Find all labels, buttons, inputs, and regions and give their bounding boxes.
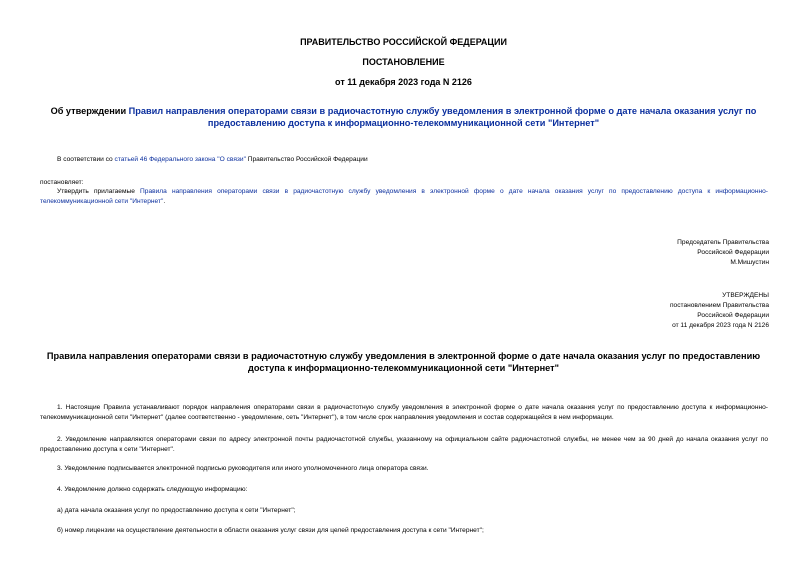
document-title	[30, 105, 777, 129]
approve-rules-link[interactable]: Правила направления операторами связи в радиочастотную службу уведомления в электронной форме о дате начала оказания услуг по предоставлению доступа к информационно-телекоммуникационной сети "Интернет"	[40, 188, 768, 205]
title-prefix: Об утверждении	[50, 106, 129, 116]
preamble-suffix: Правительство Российской Федерации	[245, 156, 368, 163]
document-type: ПОСТАНОВЛЕНИЕ	[362, 57, 445, 67]
approve-prefix: Утвердить прилагаемые	[57, 188, 141, 195]
signature-name: М.Мишустин	[730, 259, 769, 266]
rules-item-1: 1. Настоящие Правила устанавливают порядок направления операторами связи в радиочастотную службу уведомления в электронной форме о дате начала оказания услуг по предоставлению доступа к информационно-телекоммуникационной сети "Интернет" (далее соответственно - уведомление, сеть "Интернет"), в том числе срок направления уведомления и состав содержащейся в нем информации.	[40, 404, 768, 421]
title-rules-link[interactable]: Правил направления операторами связи в радиочастотную службу уведомления в электронной форме о дате начала оказания услуг по предоставлению доступа к информационно-телекоммуникационной сети "Интернет"	[128, 106, 757, 128]
rules-item-3: 3. Уведомление подписывается электронной подписью руководителя или иного уполномоченного лица оператора связи.	[57, 465, 429, 472]
government-heading: ПРАВИТЕЛЬСТВО РОССИЙСКОЙ ФЕДЕРАЦИИ	[300, 37, 507, 47]
preamble	[40, 155, 770, 165]
signature-block	[677, 238, 769, 268]
approval-stamp: УТВЕРЖДЕНЫ	[722, 292, 769, 299]
signature-position: Председатель Правительства	[677, 239, 769, 246]
signature-country: Российской Федерации	[697, 249, 769, 256]
rules-item-4a: а) дата начала оказания услуг по предоставлению доступа к сети "Интернет";	[57, 507, 296, 514]
preamble-prefix: В соответствии со	[57, 156, 115, 163]
approval-country: Российской Федерации	[697, 312, 769, 319]
approval-block	[670, 291, 769, 331]
rules-item-4b: б) номер лицензии на осуществление деятельности в области оказания услуг связи для целей предоставления доступа к сети "Интернет";	[57, 527, 484, 534]
approve-suffix: .	[163, 198, 166, 205]
rules-title: Правила направления операторами связи в радиочастотную службу уведомления в электронной форме о дате начала оказания услуг по предоставлению доступа к информационно-телекоммуникационной сети "Интернет"	[46, 351, 761, 373]
document-date-number: от 11 декабря 2023 года N 2126	[335, 77, 472, 87]
rules-item-2: 2. Уведомление направляются операторами связи по адресу электронной почты радиочастотной службы, указанному на официальном сайте радиочастотной службы, не менее чем за 90 дней до начала оказания услуг по предоставлению доступа к сети "Интернет".	[40, 436, 768, 453]
approval-by: постановлением Правительства	[669, 302, 769, 309]
rules-item-4: 4. Уведомление должно содержать следующую информацию:	[57, 486, 248, 493]
law-article-link[interactable]: статьей 46 Федерального закона "О связи"	[114, 156, 246, 163]
approval-date: от 11 декабря 2023 года N 2126	[672, 322, 769, 329]
decides-word: постановляет:	[40, 179, 84, 186]
approve-paragraph	[40, 187, 768, 207]
